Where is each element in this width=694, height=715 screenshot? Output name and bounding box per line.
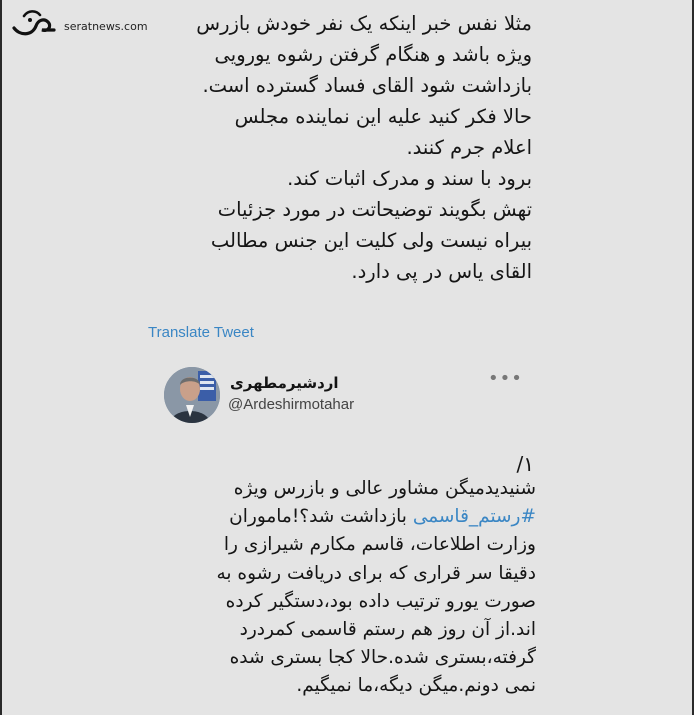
serat-logo-icon xyxy=(10,6,58,40)
quoted-line: اند.از آن روز هم رستم قاسمی کمردرد xyxy=(239,619,536,641)
translate-tweet-link[interactable]: Translate Tweet xyxy=(148,324,254,341)
tweet-text xyxy=(152,8,532,287)
tweet-line: بازداشت شود القای فساد گسترده است. xyxy=(202,74,532,97)
watermark xyxy=(10,6,148,40)
tweet-line: ویژه باشد و هنگام گرفتن رشوه یورویی xyxy=(214,43,532,66)
tweet-line: اعلام جرم کنند. xyxy=(406,136,532,159)
tweet-line: برود با سند و مدرک اثبات کند. xyxy=(287,167,532,190)
quoted-line: دقیقا سر قراری که برای دریافت رشوه به xyxy=(216,562,536,584)
tweet-line: حالا فکر کنید علیه این نماینده مجلس xyxy=(234,105,532,128)
quoted-line: شنیدیدمیگن مشاور عالی و بازرس ویژه xyxy=(233,478,536,499)
author-handle[interactable]: @Ardeshirmotahar xyxy=(228,396,355,413)
quoted-tweet-text xyxy=(156,475,536,701)
quoted-line xyxy=(156,503,536,531)
watermark-url: seratnews.com xyxy=(64,19,148,33)
hashtag-link[interactable]: #رستم_قاسمی xyxy=(412,506,536,528)
quoted-line: نمی دونم.میگن دیگه،ما نمیگیم. xyxy=(296,675,536,697)
quoted-line: صورت یورو ترتیب داده بود،دستگیر کرده xyxy=(225,590,536,612)
avatar-image xyxy=(164,367,220,423)
avatar[interactable] xyxy=(164,367,220,423)
more-dots-icon[interactable]: ••• xyxy=(488,368,523,389)
tweet-line: بیراه نیست ولی کلیت این جنس مطالب xyxy=(210,229,532,252)
quoted-line: وزارت اطلاعات، قاسم مکارم شیرازی را xyxy=(223,534,536,556)
quoted-line: گرفته،بستری شده.حالا کجا بستری شده xyxy=(229,647,536,669)
quoted-line-rest: بازداشت شد؟!ماموران xyxy=(229,506,413,528)
tweet-line: مثلا نفس خبر اینکه یک نفر خودش بازرس xyxy=(196,12,532,35)
tweet-line: القای یاس در پی دارد. xyxy=(351,260,532,283)
thread-marker: /۱ xyxy=(516,452,534,476)
tweet-line: تهش بگویند توضیحاتت در مورد جزئیات xyxy=(217,198,532,221)
author-name[interactable]: اردشیرمطهری xyxy=(230,374,339,392)
